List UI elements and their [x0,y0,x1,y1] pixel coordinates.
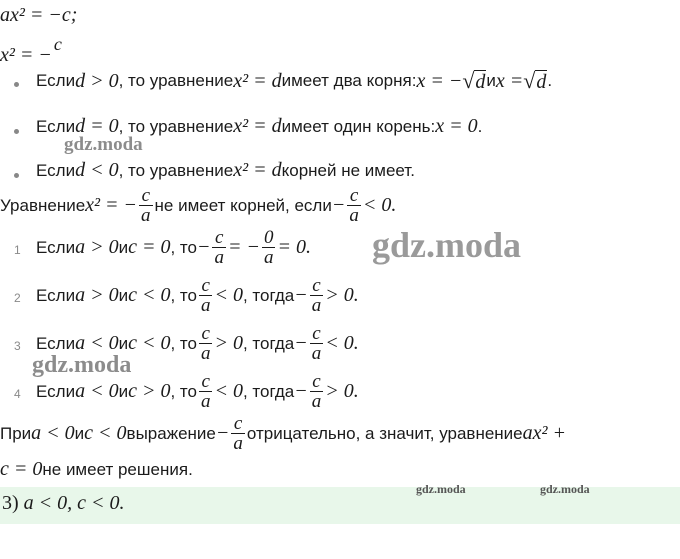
fraction-c-over-a: $\frac{c}{a}$ [141,185,151,226]
bullet-item-2: Если d = 0 , то уравнение x² = d имеет один корень: x = 0 . [36,115,483,137]
sqrt-d-2: √ d [523,68,547,93]
case-item-2: Если a > 0 и c < 0 , то $\frac{c}{a}$ < 0 , тогда − $\frac{c}{a}$ > 0. [36,275,359,316]
fraction: $\frac{c}{a}$ [311,323,322,364]
case-item-3: Если a < 0 и c < 0 , то $\frac{c}{a}$ > 0 , тогда − $\frac{c}{a}$ < 0. [36,323,359,364]
watermark: gdz.moda [416,482,466,496]
answer-expression: a < 0, c < 0. [23,492,125,514]
bullet-item-1: Если d > 0 , то уравнение x² = d имеет два корня: x = − √ d и x = √ d . [36,68,553,93]
fraction: $\frac{c}{a}$ [200,371,211,412]
top-formula-2: x² = − [0,43,52,62]
conclusion-line-2: c = 0 не имеет решения. [0,458,193,480]
case-number: 2 [14,291,21,305]
fraction: $\frac{0}{a}$ [263,227,274,268]
top-formula-2-num: c [53,40,62,54]
bullet-dot [14,129,19,134]
watermark: gdz.moda [32,352,132,378]
fraction: $\frac{c}{a}$ [200,275,211,316]
statement-line: Уравнение x² = − $\frac{c}{a}$ не имеет корней, если − $\frac{c}{a}$ < 0. [0,185,397,226]
conclusion-line-1: При a < 0 и c < 0 выражение − $\frac{c}{a}$ отрицательно, а значит, уравнение ax² + [0,413,567,454]
bullet-dot [14,82,19,87]
fraction: $\frac{c}{a}$ [311,275,322,316]
fraction: $\frac{c}{a}$ [200,323,211,364]
fraction: $\frac{c}{a}$ [311,371,322,412]
answer-line [2,492,125,515]
watermark: gdz.moda [372,225,522,265]
top-formula-1: ax² = −c; [0,4,78,26]
top-line-2 [0,40,62,62]
top-line-1 [0,4,77,27]
watermark: gdz.moda [540,482,590,496]
fraction-c-over-a: $\frac{c}{a}$ [349,185,359,226]
bullet-item-3: Если d < 0 , то уравнение x² = d корней не имеет. [36,159,415,181]
case-number: 1 [14,243,21,257]
case-number: 3 [14,339,21,353]
watermark: gdz.moda [64,134,143,155]
case-item-4: Если a < 0 и c > 0 , то $\frac{c}{a}$ < 0 , тогда − $\frac{c}{a}$ > 0. [36,371,359,412]
bullet-dot [14,173,19,178]
case-item-1: Если a > 0 и c = 0 , то − $\frac{c}{a}$ = − $\frac{0}{a}$ = 0. [36,227,311,268]
case-number: 4 [14,387,21,401]
sqrt-d: √ d [462,68,486,93]
fraction: $\frac{c}{a}$ [214,227,224,268]
answer-label: 3) [2,492,24,514]
fraction: $\frac{c}{a}$ [233,413,243,454]
